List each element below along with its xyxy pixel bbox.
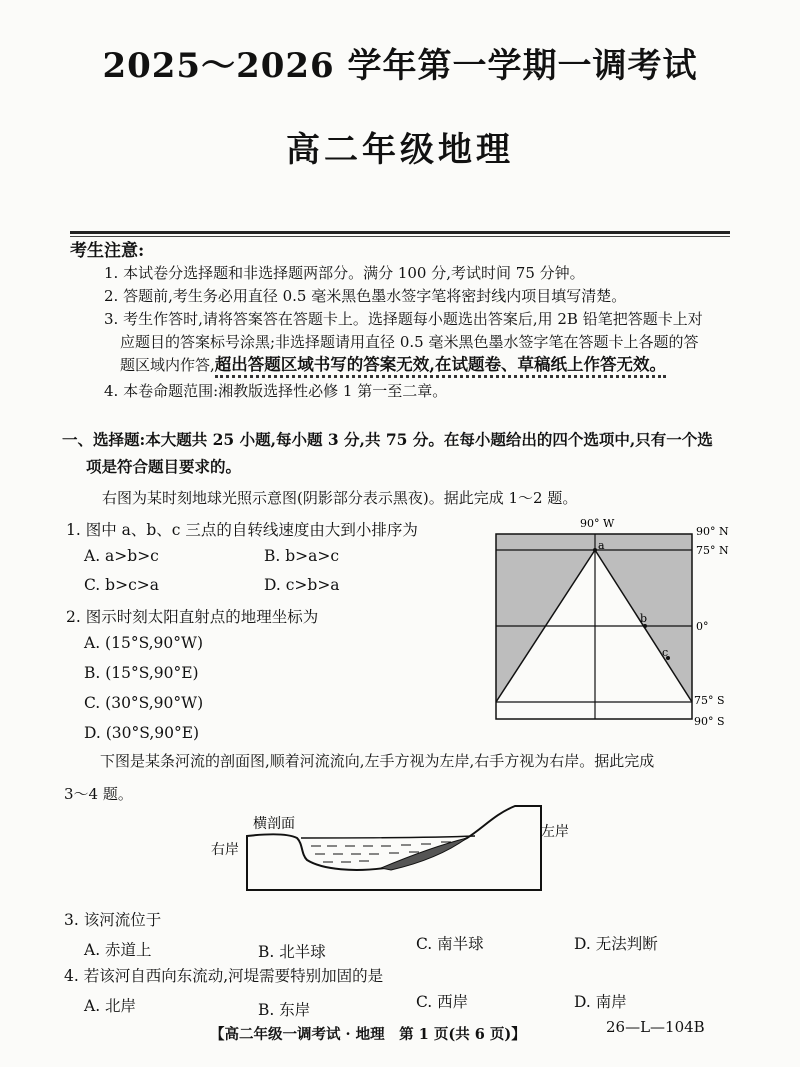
q2-option-a: A. (15°S,90°W) — [84, 634, 204, 652]
notice-item-4: 4. 本卷命题范围:湘教版选择性必修 1 第一至二章。 — [104, 382, 448, 400]
label-90s: 90° S — [694, 715, 725, 728]
point-a-label: a — [598, 539, 605, 552]
section-heading-2: 项是符合题目要求的。 — [86, 457, 242, 476]
q4-option-b: B. 东岸 — [258, 1001, 311, 1019]
exam-title: 2025～2026 学年第一学期一调考试 — [102, 46, 698, 86]
notice-item-3-cont2 — [120, 354, 666, 376]
q1-option-c: C. b>c>a — [84, 576, 159, 594]
q2-option-c: C. (30°S,90°W) — [84, 694, 204, 712]
header-rule — [70, 231, 730, 234]
q1-2-intro: 右图为某时刻地球光照示意图(阴影部分表示黑夜)。据此完成 1～2 题。 — [102, 489, 578, 507]
sediment-deposit — [381, 838, 467, 870]
section-heading: 一、选择题:本大题共 25 小题,每小题 3 分,共 75 分。在每小题给出的四个选项中,只有一个选 — [62, 430, 713, 449]
q2-option-d: D. (30°S,90°E) — [84, 724, 200, 742]
header-rule-thin — [70, 236, 730, 237]
q4-option-a: A. 北岸 — [84, 997, 137, 1015]
point-a-dot — [593, 548, 597, 552]
label-cross-section: 横剖面 — [253, 816, 295, 832]
point-b-label: b — [640, 612, 648, 625]
q1-stem: 1. 图中 a、b、c 三点的自转线速度由大到小排序为 — [66, 521, 418, 539]
q4-stem: 4. 若该河自西向东流动,河堤需要特别加固的是 — [64, 967, 384, 985]
notice-item-3: 3. 考生作答时,请将答案答在答题卡上。选择题每小题选出答案后,用 2B 铅笔把答题卡上对 — [104, 310, 703, 328]
notice-heading: 考生注意: — [70, 241, 145, 261]
page-footer: 【高二年级一调考试 · 地理 第 1 页(共 6 页)】 — [210, 1026, 526, 1043]
label-75s: 75° S — [694, 694, 725, 707]
label-right-bank: 右岸 — [211, 842, 239, 858]
label-left-bank: 左岸 — [541, 824, 569, 840]
notice-item-3-cont2-text: 题区域内作答, — [120, 356, 215, 374]
point-c-label: c — [662, 646, 669, 659]
night-polar-band — [496, 534, 692, 550]
river-intro-2: 3～4 题。 — [64, 785, 133, 803]
illumination-figure — [490, 512, 730, 732]
river-cross-section — [205, 798, 585, 898]
q1-option-a: A. a>b>c — [84, 547, 159, 565]
label-0: 0° — [696, 620, 709, 633]
q4-option-d: D. 南岸 — [574, 993, 627, 1011]
q3-option-d: D. 无法判断 — [574, 935, 658, 953]
label-90w: 90° W — [580, 517, 615, 530]
paper-code: 26—L—104B — [606, 1018, 705, 1036]
water-surface — [301, 836, 475, 838]
q2-stem: 2. 图示时刻太阳直射点的地理坐标为 — [66, 608, 319, 626]
q2-option-b: B. (15°S,90°E) — [84, 664, 199, 682]
q1-option-b: B. b>a>c — [264, 547, 340, 565]
q3-option-c: C. 南半球 — [416, 935, 484, 953]
river-intro-1: 下图是某条河流的剖面图,顺着河流流向,左手方视为左岸,右手方视为右岸。据此完成 — [100, 752, 655, 770]
q4-option-c: C. 西岸 — [416, 993, 469, 1011]
q1-option-d: D. c>b>a — [264, 576, 340, 594]
q3-option-b: B. 北半球 — [258, 943, 326, 961]
q3-option-a: A. 赤道上 — [84, 941, 152, 959]
exam-subtitle: 高二年级地理 — [286, 130, 514, 170]
notice-item-2: 2. 答题前,考生务必用直径 0.5 毫米黑色墨水签字笔将密封线内项目填写清楚。 — [104, 287, 627, 305]
q3-stem: 3. 该河流位于 — [64, 911, 162, 929]
label-75n: 75° N — [696, 544, 729, 557]
notice-item-3-cont: 应题目的答案标号涂黑;非选择题请用直径 0.5 毫米黑色墨水签字笔在答题卡上各题的答 — [120, 333, 699, 351]
label-90n: 90° N — [696, 525, 729, 538]
notice-emphasis: 超出答题区域书写的答案无效,在试题卷、草稿纸上作答无效。 — [215, 355, 666, 378]
notice-item-1: 1. 本试卷分选择题和非选择题两部分。满分 100 分,考试时间 75 分钟。 — [104, 264, 585, 282]
